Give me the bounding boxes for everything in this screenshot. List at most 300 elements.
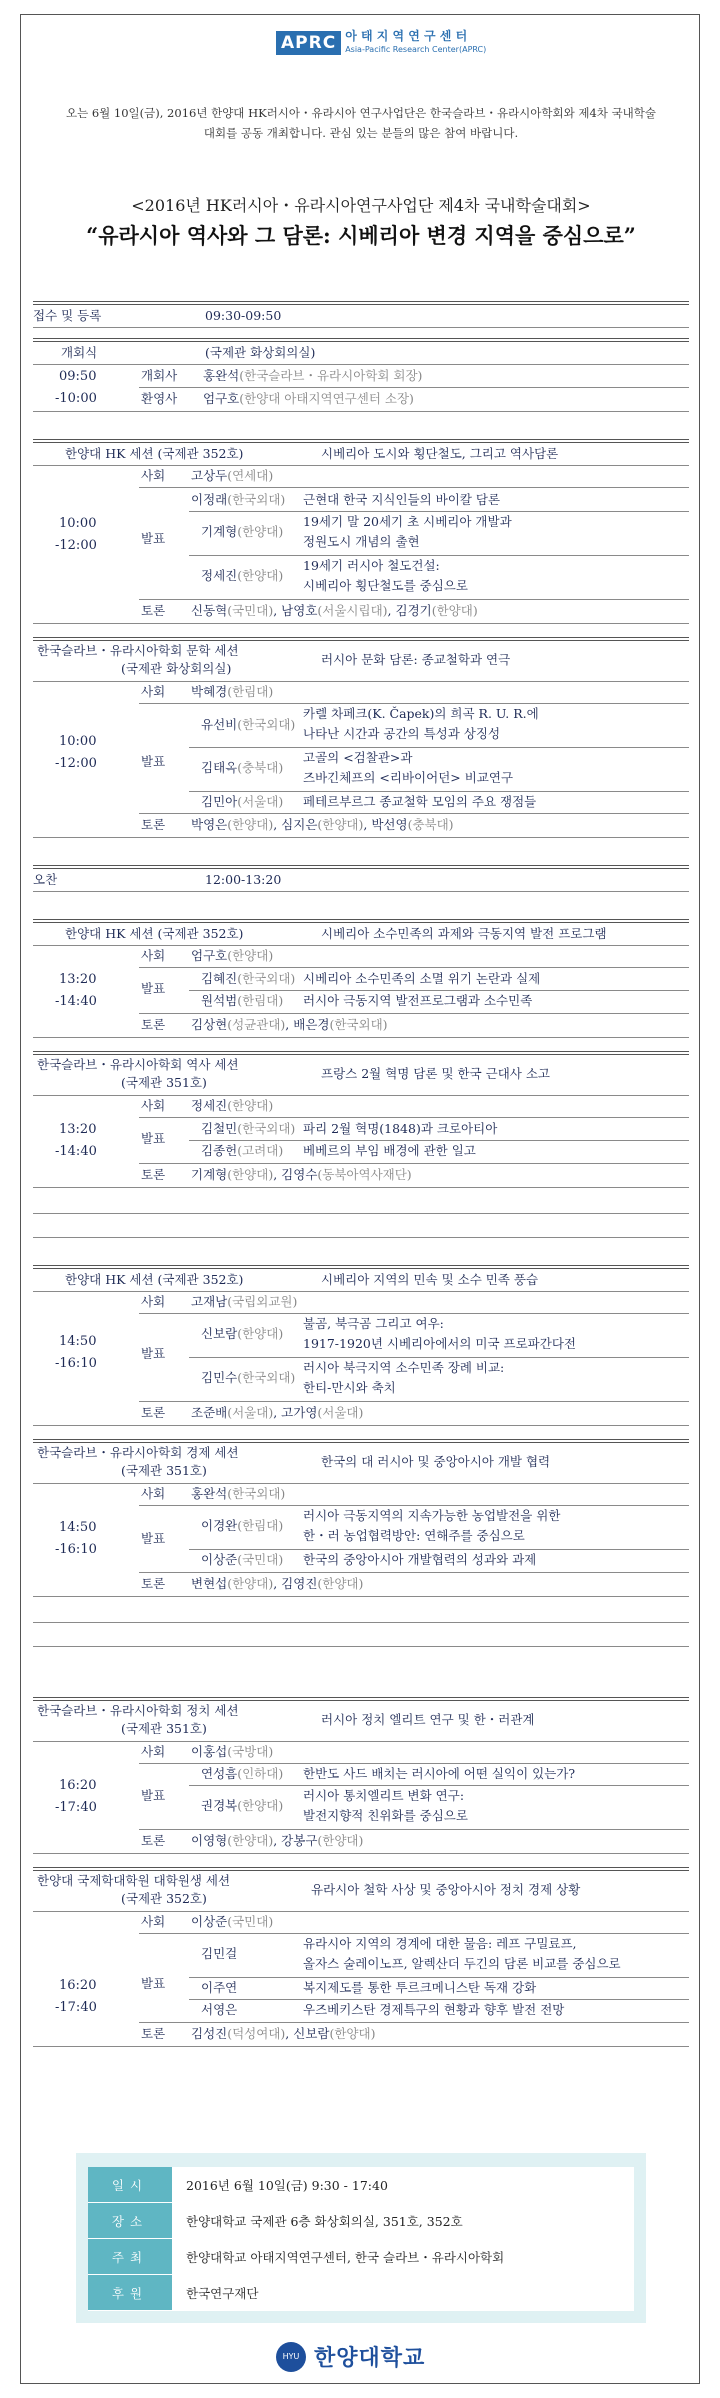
info-row <box>88 2239 634 2275</box>
paper-title: 한반도 사드 배치는 러시아에 어떤 실익이 있는가? <box>303 1766 576 1781</box>
divider <box>139 1829 689 1830</box>
person-name: 이정래 <box>191 492 228 507</box>
person-affiliation: (한양대) <box>237 1326 284 1341</box>
person-name: 배은경 <box>293 1017 330 1032</box>
session-topic: 러시아 정치 엘리트 연구 및 한・러관계 <box>321 1712 535 1727</box>
paper-title: 베베르의 부임 배경에 관한 일고 <box>303 1143 476 1158</box>
session-time-end: -16:10 <box>55 1356 97 1371</box>
divider <box>189 1357 689 1358</box>
presenter-person <box>201 992 283 1010</box>
session-time-start: 16:20 <box>59 1778 97 1793</box>
info-key: 장소 <box>88 2203 172 2239</box>
divider <box>33 338 689 342</box>
divider <box>189 1549 689 1550</box>
divider <box>139 1933 689 1934</box>
session-venue: (국제관 351호) <box>121 1721 207 1736</box>
paper-title: 카렐 차페크(K. Čapek)의 희곡 R. U. R.에 <box>303 706 539 721</box>
role-presenter: 발표 <box>141 981 166 996</box>
session-time-start: 13:20 <box>59 1122 97 1137</box>
paper-title: 1917-1920년 시베리아에서의 미국 프로파간다전 <box>303 1336 576 1351</box>
divider <box>33 2046 689 2047</box>
presenter-person <box>201 793 283 811</box>
divider <box>33 1213 689 1214</box>
paper-title: 페테르부르그 종교철학 모임의 주요 쟁점들 <box>303 794 537 809</box>
divider <box>33 364 689 365</box>
paper-title: 불곰, 북극곰 그리고 여우: <box>303 1316 444 1331</box>
session-time-end: -12:00 <box>55 538 97 553</box>
session-topic: 시베리아 소수민족의 과제와 극동지역 발전 프로그램 <box>321 926 607 941</box>
divider <box>33 1483 689 1484</box>
person-name: 이상준 <box>191 1914 228 1929</box>
paper-title: 러시아 극동지역 발전프로그램과 소수민족 <box>303 993 533 1008</box>
divider <box>33 411 689 412</box>
person-affiliation: (한국슬라브・유라시아학회 회장) <box>239 368 423 383</box>
person-name: 신동혁 <box>191 603 228 618</box>
session-topic: 유라시아 철학 사상 및 중앙아시아 정치 경제 상황 <box>311 1882 581 1897</box>
role-chair: 사회 <box>141 468 166 483</box>
divider <box>189 1999 689 2000</box>
event-info-box <box>76 2153 646 2323</box>
person-affiliation: (한양대) <box>227 1167 274 1182</box>
person-affiliation: (국립외교원) <box>227 1294 298 1309</box>
hanyang-emblem-icon: HYU <box>276 2342 306 2372</box>
presenter-name: 이주연 <box>201 1980 238 1995</box>
role-presenter: 발표 <box>141 1131 166 1146</box>
chair-person <box>191 1097 273 1115</box>
divider <box>33 301 689 305</box>
person-affiliation: (국민대) <box>237 1552 284 1567</box>
divider <box>33 1439 689 1443</box>
person-name: 박선영 <box>371 817 408 832</box>
session-time-end: -14:40 <box>55 1144 97 1159</box>
person-affiliation: (한양대) <box>317 1576 364 1591</box>
person-affiliation: (한양대) <box>227 817 274 832</box>
divider <box>33 1291 689 1292</box>
poster-frame <box>20 14 700 2384</box>
paper-title: 근현대 한국 지식인들의 바이칼 담론 <box>303 492 501 507</box>
role-discussant: 토론 <box>141 817 166 832</box>
session-time-start: 13:20 <box>59 972 97 987</box>
person-name: 연성흠 <box>201 1766 238 1781</box>
person-name: 고상두 <box>191 468 228 483</box>
role-chair: 사회 <box>141 1098 166 1113</box>
divider <box>33 1697 689 1701</box>
person-affiliation: (한림대) <box>227 684 274 699</box>
presenter-person <box>201 716 295 734</box>
person-name: 고재남 <box>191 1294 228 1309</box>
divider <box>139 1572 689 1573</box>
aprc-logo-mark: APRC <box>276 31 341 55</box>
person-name: 권경복 <box>201 1798 238 1813</box>
paper-title: 러시아 북극지역 소수민족 장례 비교: <box>303 1360 505 1375</box>
divider <box>33 1425 689 1426</box>
name-separator: , <box>273 1576 282 1591</box>
aprc-logo <box>276 27 486 59</box>
session-venue: (국제관 351호) <box>121 1463 207 1478</box>
divider <box>33 623 689 624</box>
info-row <box>88 2275 634 2311</box>
divider <box>189 1140 689 1141</box>
divider <box>139 1401 689 1402</box>
chair-person <box>191 683 273 701</box>
info-value: 2016년 6월 10일(금) 9:30 - 17:40 <box>172 2167 634 2203</box>
paper-title: 러시아 극동지역의 지속가능한 농업발전을 위한 <box>303 1508 561 1523</box>
person-affiliation: (한양대) <box>227 1098 274 1113</box>
role-presenter: 발표 <box>141 754 166 769</box>
paper-title: 발전지향적 친위화를 중심으로 <box>303 1808 468 1823</box>
info-value: 한양대학교 국제관 6층 화상회의실, 351호, 352호 <box>172 2203 634 2239</box>
session-time-start: 10:00 <box>59 516 97 531</box>
opening-person <box>203 390 414 408</box>
person-affiliation: (국민대) <box>227 603 274 618</box>
aprc-logo-en: Asia-Pacific Research Center(APRC) <box>345 45 487 54</box>
opening-role: 환영사 <box>141 391 178 406</box>
chair-person <box>191 467 273 485</box>
role-presenter: 발표 <box>141 1346 166 1361</box>
role-presenter: 발표 <box>141 531 166 546</box>
divider <box>189 511 689 512</box>
person-affiliation: (한양대) <box>317 817 364 832</box>
divider <box>189 791 689 792</box>
aprc-logo-text <box>345 30 486 56</box>
paper-title: 복지제도를 통한 투르크메니스탄 독재 강화 <box>303 1980 537 1995</box>
presenter-person <box>201 523 283 541</box>
person-name: 김성진 <box>191 2026 228 2041</box>
paper-title: 유라시아 지역의 경계에 대한 물음: 레프 구밀료프, <box>303 1936 577 1951</box>
role-discussant: 토론 <box>141 603 166 618</box>
session-time-end: -16:10 <box>55 1542 97 1557</box>
person-affiliation: (덕성여대) <box>227 2026 286 2041</box>
person-name: 박혜경 <box>191 684 228 699</box>
divider <box>139 1117 689 1118</box>
person-name: 김민아 <box>201 794 238 809</box>
divider <box>33 1646 689 1647</box>
opening-time-start: 09:50 <box>59 369 97 384</box>
person-name: 원석범 <box>201 993 238 1008</box>
person-name: 김상현 <box>191 1017 228 1032</box>
divider <box>33 1095 689 1096</box>
person-name: 조준배 <box>191 1405 228 1420</box>
person-affiliation: (성균관대) <box>227 1017 286 1032</box>
event-title: “유라시아 역사와 그 담론: 시베리아 변경 지역을 중심으로” <box>86 223 636 248</box>
person-name: 박영은 <box>191 817 228 832</box>
chair-person <box>191 1293 297 1311</box>
divider <box>139 1313 689 1314</box>
session-topic: 시베리아 지역의 민속 및 소수 민족 풍습 <box>321 1272 539 1287</box>
person-name: 정세진 <box>191 1098 228 1113</box>
paper-title: 고골의 <검찰관>과 <box>303 750 413 765</box>
discussants <box>191 1575 363 1593</box>
presenter-person <box>201 1142 283 1160</box>
person-affiliation: (서울시립대) <box>317 603 388 618</box>
role-discussant: 토론 <box>141 1405 166 1420</box>
person-name: 김종헌 <box>201 1143 238 1158</box>
person-name: 이홍섭 <box>191 1744 228 1759</box>
presenter-person <box>201 1369 295 1387</box>
name-separator: , <box>387 603 396 618</box>
role-chair: 사회 <box>141 684 166 699</box>
session-header: 한양대 HK 세션 (국제관 352호) <box>65 1272 244 1287</box>
name-separator: , <box>285 2026 294 2041</box>
person-name: 이경완 <box>201 1518 238 1533</box>
info-key: 주최 <box>88 2239 172 2275</box>
session-time-end: -17:40 <box>55 2000 97 2015</box>
name-separator: , <box>273 1833 282 1848</box>
divider <box>139 599 689 600</box>
person-affiliation: (한국외대) <box>329 1017 388 1032</box>
chair-person <box>191 947 273 965</box>
person-name: 신보람 <box>293 2026 330 2041</box>
person-name: 김영수 <box>281 1167 318 1182</box>
person-affiliation: (동북아역사재단) <box>317 1167 412 1182</box>
divider <box>33 1237 689 1238</box>
opening-time-end: -10:00 <box>55 391 97 406</box>
role-chair: 사회 <box>141 1486 166 1501</box>
paper-title: 한티-만시와 축치 <box>303 1380 396 1395</box>
person-affiliation: (한양대) <box>227 1576 274 1591</box>
divider <box>33 945 689 946</box>
divider <box>139 2022 689 2023</box>
role-discussant: 토론 <box>141 1167 166 1182</box>
session-header: 한국슬라브・유라시아학회 정치 세션 <box>37 1703 239 1718</box>
divider <box>33 327 689 328</box>
session-topic: 한국의 대 러시아 및 중앙아시아 개발 협력 <box>321 1454 551 1469</box>
divider <box>189 747 689 748</box>
hanyang-name: 한양대학교 <box>314 2346 426 2371</box>
role-discussant: 토론 <box>141 2026 166 2041</box>
divider <box>189 555 689 556</box>
presenter-person <box>201 1120 295 1138</box>
divider <box>139 813 689 814</box>
divider <box>139 967 689 968</box>
divider <box>33 865 689 869</box>
divider <box>139 387 689 388</box>
divider <box>139 1013 689 1014</box>
presenter-person <box>201 1325 283 1343</box>
session-topic: 러시아 문화 담론: 종교철학과 연극 <box>321 652 511 667</box>
info-value: 한국연구재단 <box>172 2275 634 2311</box>
divider <box>33 919 689 923</box>
divider <box>33 891 689 892</box>
event-subtitle: <2016년 HK러시아・유라시아연구사업단 제4차 국내학술대회> <box>131 196 591 215</box>
session-header: 한국슬라브・유라시아학회 문학 세션 <box>37 643 239 658</box>
divider <box>33 1265 689 1269</box>
divider <box>189 1785 689 1786</box>
person-affiliation: (한양대) <box>237 1798 284 1813</box>
divider <box>139 1163 689 1164</box>
person-affiliation: (한양대) <box>227 948 274 963</box>
chair-person <box>191 1485 285 1503</box>
session-time-end: -12:00 <box>55 756 97 771</box>
session-header: 한양대 국제학대학원 대학원생 세션 <box>37 1873 231 1888</box>
person-affiliation: (한양대) <box>237 568 284 583</box>
role-discussant: 토론 <box>141 1576 166 1591</box>
person-affiliation: (서울대) <box>227 1405 274 1420</box>
person-name: 홍완석 <box>203 368 240 383</box>
person-affiliation: (서울대) <box>237 794 284 809</box>
presenter-person <box>201 567 283 585</box>
session-header: 한양대 HK 세션 (국제관 352호) <box>65 446 244 461</box>
divider <box>33 439 689 443</box>
role-discussant: 토론 <box>141 1017 166 1032</box>
presenter-person <box>201 1797 283 1815</box>
intro-text: 오는 6월 10일(금), 2016년 한양대 HK러시아・유라시아 연구사업단은 한국슬라브・유라시아학회와 제4차 국내학술대회를 공동 개최합니다. 관심 있는 분들의 많은 참여 바랍니다. <box>65 106 657 140</box>
person-affiliation: (연세대) <box>227 468 274 483</box>
paper-title: 즈바긴체프의 <리바이어던> 비교연구 <box>303 770 514 785</box>
person-name: 김민수 <box>201 1370 238 1385</box>
person-name: 이상준 <box>201 1552 238 1567</box>
session-time-start: 16:20 <box>59 1978 97 1993</box>
chair-person <box>191 1913 273 1931</box>
person-affiliation: (한림대) <box>237 993 284 1008</box>
person-affiliation: (한국외대) <box>237 1370 296 1385</box>
presenter-person <box>191 491 285 509</box>
presenter-person <box>201 1765 283 1783</box>
info-value: 한양대학교 아태지역연구센터, 한국 슬라브・유라시아학회 <box>172 2239 634 2275</box>
opening-person <box>203 367 422 385</box>
divider <box>33 1911 689 1912</box>
role-presenter: 발표 <box>141 1788 166 1803</box>
session-time-start: 10:00 <box>59 734 97 749</box>
person-affiliation: (한국외대) <box>227 492 286 507</box>
role-presenter: 발표 <box>141 1531 166 1546</box>
person-affiliation: (한양대) <box>227 1833 274 1848</box>
person-affiliation: (한양대) <box>431 603 478 618</box>
divider <box>189 990 689 991</box>
info-key: 후원 <box>88 2275 172 2311</box>
role-chair: 사회 <box>141 1744 166 1759</box>
paper-title: 19세기 러시아 철도건설: <box>303 558 440 573</box>
session-time-start: 14:50 <box>59 1334 97 1349</box>
person-name: 기계형 <box>191 1167 228 1182</box>
discussants <box>191 1166 412 1184</box>
session-venue: (국제관 화상회의실) <box>121 661 232 676</box>
divider <box>33 1867 689 1871</box>
paper-title: 파리 2월 혁명(1848)과 크로아티아 <box>303 1121 498 1136</box>
info-key: 일시 <box>88 2167 172 2203</box>
person-affiliation: (한양대) <box>329 2026 376 2041</box>
name-separator: , <box>363 817 372 832</box>
person-name: 이영형 <box>191 1833 228 1848</box>
person-affiliation: (국민대) <box>227 1914 274 1929</box>
person-affiliation: (한국외대) <box>237 1121 296 1136</box>
person-name: 남영호 <box>281 603 318 618</box>
person-affiliation: (한림대) <box>237 1518 284 1533</box>
divider <box>33 465 689 466</box>
session-topic: 시베리아 도시와 횡단철도, 그리고 역사담론 <box>321 446 559 461</box>
lunch-label: 오찬 <box>33 872 58 887</box>
opening-venue: (국제관 화상회의실) <box>205 345 316 360</box>
paper-title: 한・러 농업협력방안: 연해주를 중심으로 <box>303 1528 525 1543</box>
paper-title: 시베리아 소수민족의 소멸 위기 논란과 실제 <box>303 971 541 986</box>
role-chair: 사회 <box>141 1914 166 1929</box>
name-separator: , <box>273 817 282 832</box>
event-info-table <box>88 2167 634 2311</box>
registration-time: 09:30-09:50 <box>205 308 282 323</box>
divider <box>33 637 689 641</box>
divider <box>33 681 689 682</box>
person-affiliation: (고려대) <box>237 1143 284 1158</box>
divider <box>33 1741 689 1742</box>
presenter-name: 서영은 <box>201 2002 238 2017</box>
paper-title: 나타난 시간과 공간의 특성과 상징성 <box>303 726 501 741</box>
session-time-end: -14:40 <box>55 994 97 1009</box>
paper-title: 정원도시 개념의 출현 <box>303 534 420 549</box>
person-affiliation: (인하대) <box>237 1766 284 1781</box>
discussants <box>191 2025 375 2043</box>
discussants <box>191 1016 388 1034</box>
person-name: 홍완석 <box>191 1486 228 1501</box>
divider <box>33 1051 689 1055</box>
divider <box>139 1763 689 1764</box>
divider <box>139 1505 689 1506</box>
lunch-time: 12:00-13:20 <box>205 872 282 887</box>
info-row <box>88 2167 634 2203</box>
chair-person <box>191 1743 273 1761</box>
divider <box>33 1853 689 1854</box>
person-affiliation: (충북대) <box>407 817 454 832</box>
divider <box>33 1622 689 1623</box>
name-separator: , <box>273 603 282 618</box>
divider <box>139 487 689 488</box>
person-name: 기계형 <box>201 524 238 539</box>
person-name: 정세진 <box>201 568 238 583</box>
person-affiliation: (한양대 아태지역연구센터 소장) <box>239 391 414 406</box>
paper-title: 시베리아 횡단철도를 중심으로 <box>303 578 468 593</box>
divider <box>139 703 689 704</box>
hanyang-logo <box>276 2341 425 2372</box>
session-venue: (국제관 351호) <box>121 1075 207 1090</box>
opening-role: 개회사 <box>141 368 178 383</box>
person-name: 변현섭 <box>191 1576 228 1591</box>
discussants <box>191 602 478 620</box>
role-presenter: 발표 <box>141 1976 166 1991</box>
session-time-end: -17:40 <box>55 1800 97 1815</box>
name-separator: , <box>273 1405 282 1420</box>
person-affiliation: (한양대) <box>317 1833 364 1848</box>
person-name: 고가영 <box>281 1405 318 1420</box>
person-affiliation: (한국외대) <box>227 1486 286 1501</box>
person-name: 심지은 <box>281 817 318 832</box>
discussants <box>191 1832 363 1850</box>
name-separator: , <box>285 1017 294 1032</box>
presenter-name: 김민걸 <box>201 1946 238 1961</box>
paper-title: 한국의 중앙아시아 개발협력의 성과와 과제 <box>303 1552 537 1567</box>
session-header: 한국슬라브・유라시아학회 경제 세션 <box>37 1445 239 1460</box>
info-row <box>88 2203 634 2239</box>
divider <box>189 1977 689 1978</box>
presenter-person <box>201 759 283 777</box>
role-discussant: 토론 <box>141 1833 166 1848</box>
divider <box>33 1187 689 1188</box>
person-name: 유선비 <box>201 717 238 732</box>
aprc-logo-ko: 아 태 지 역 연 구 센 터 <box>345 29 468 43</box>
person-name: 강봉구 <box>281 1833 318 1848</box>
discussants <box>191 816 454 834</box>
person-affiliation: (국방대) <box>227 1744 274 1759</box>
paper-title: 19세기 말 20세기 초 시베리아 개발과 <box>303 514 512 529</box>
session-topic: 프랑스 2월 혁명 담론 및 한국 근대사 소고 <box>321 1066 550 1081</box>
person-affiliation: (한국외대) <box>237 971 296 986</box>
person-affiliation: (한양대) <box>237 524 284 539</box>
paper-title: 우즈베키스탄 경제특구의 현황과 향후 발전 전망 <box>303 2002 565 2017</box>
presenter-person <box>201 1551 283 1569</box>
person-affiliation: (충북대) <box>237 760 284 775</box>
opening-label: 개회식 <box>61 345 98 360</box>
paper-title: 러시아 통치엘리트 변화 연구: <box>303 1788 465 1803</box>
person-name: 신보람 <box>201 1326 238 1341</box>
role-chair: 사회 <box>141 1294 166 1309</box>
